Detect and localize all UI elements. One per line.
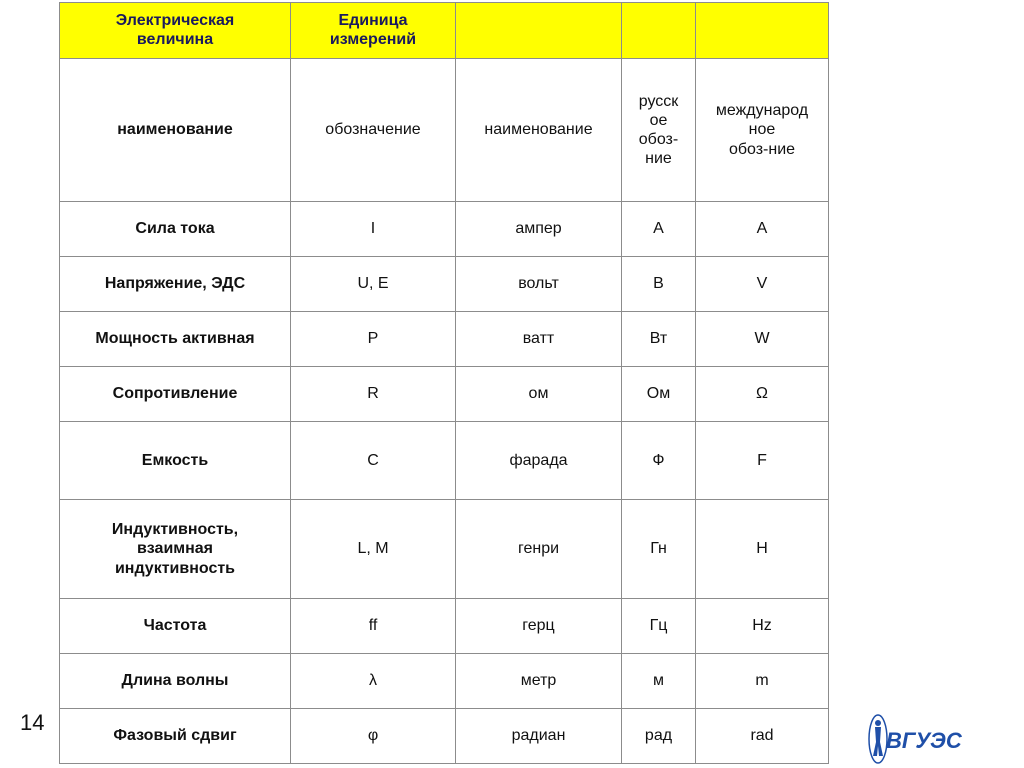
quantity-symbol: U, E (291, 257, 456, 312)
unit-ru-symbol: Гн (622, 500, 696, 599)
subheader-intl-symbol: международ ное обоз-ние (696, 59, 829, 202)
unit-intl-symbol: Ω (696, 367, 829, 422)
quantity-name: Сила тока (60, 202, 291, 257)
table-row (60, 422, 829, 500)
header-empty-4 (622, 3, 696, 59)
unit-name: вольт (456, 257, 622, 312)
unit-name: герц (456, 599, 622, 654)
quantity-symbol: λ (291, 654, 456, 709)
unit-ru-symbol: В (622, 257, 696, 312)
header-unit: Единица измерений (291, 3, 456, 59)
quantity-symbol: ff (291, 599, 456, 654)
unit-name: ватт (456, 312, 622, 367)
unit-name: фарада (456, 422, 622, 500)
university-logo-icon (866, 712, 986, 766)
quantity-symbol: R (291, 367, 456, 422)
unit-name: радиан (456, 709, 622, 764)
unit-intl-symbol: Hz (696, 599, 829, 654)
quantity-symbol: C (291, 422, 456, 500)
subheader-name: наименование (60, 59, 291, 202)
unit-name: метр (456, 654, 622, 709)
quantity-name: Длина волны (60, 654, 291, 709)
unit-intl-symbol: V (696, 257, 829, 312)
logo-text: ВГУЭС (886, 728, 962, 753)
subheader-symbol: обозначение (291, 59, 456, 202)
unit-intl-symbol: rad (696, 709, 829, 764)
unit-intl-symbol: F (696, 422, 829, 500)
table-row (60, 709, 829, 764)
quantity-name: Мощность активная (60, 312, 291, 367)
header-empty-5 (696, 3, 829, 59)
quantity-name: Индуктивность, взаимная индуктивность (60, 500, 291, 599)
unit-ru-symbol: Ом (622, 367, 696, 422)
quantity-symbol: φ (291, 709, 456, 764)
unit-intl-symbol: A (696, 202, 829, 257)
table-header-row (60, 3, 829, 59)
unit-ru-symbol: Ф (622, 422, 696, 500)
subheader-unit-name: наименование (456, 59, 622, 202)
table-row (60, 312, 829, 367)
unit-ru-symbol: м (622, 654, 696, 709)
unit-ru-symbol: А (622, 202, 696, 257)
unit-ru-symbol: рад (622, 709, 696, 764)
page-number: 14 (20, 710, 45, 735)
unit-intl-symbol: W (696, 312, 829, 367)
table-row (60, 599, 829, 654)
table-row (60, 202, 829, 257)
unit-ru-symbol: Вт (622, 312, 696, 367)
header-quantity: Электрическая величина (60, 3, 291, 59)
unit-intl-symbol: H (696, 500, 829, 599)
quantity-symbol: I (291, 202, 456, 257)
unit-name: генри (456, 500, 622, 599)
quantity-name: Емкость (60, 422, 291, 500)
header-empty-3 (456, 3, 622, 59)
table-row (60, 654, 829, 709)
table-subheader-row (60, 59, 829, 202)
quantity-name: Частота (60, 599, 291, 654)
table-row (60, 367, 829, 422)
quantity-name: Фазовый сдвиг (60, 709, 291, 764)
unit-name: ом (456, 367, 622, 422)
quantity-symbol: P (291, 312, 456, 367)
subheader-ru-symbol: русск ое обоз- ние (622, 59, 696, 202)
table-row (60, 257, 829, 312)
table-row (60, 500, 829, 599)
unit-name: ампер (456, 202, 622, 257)
unit-intl-symbol: m (696, 654, 829, 709)
unit-ru-symbol: Гц (622, 599, 696, 654)
quantity-symbol: L, M (291, 500, 456, 599)
quantity-name: Сопротивление (60, 367, 291, 422)
units-table (59, 2, 829, 764)
quantity-name: Напряжение, ЭДС (60, 257, 291, 312)
